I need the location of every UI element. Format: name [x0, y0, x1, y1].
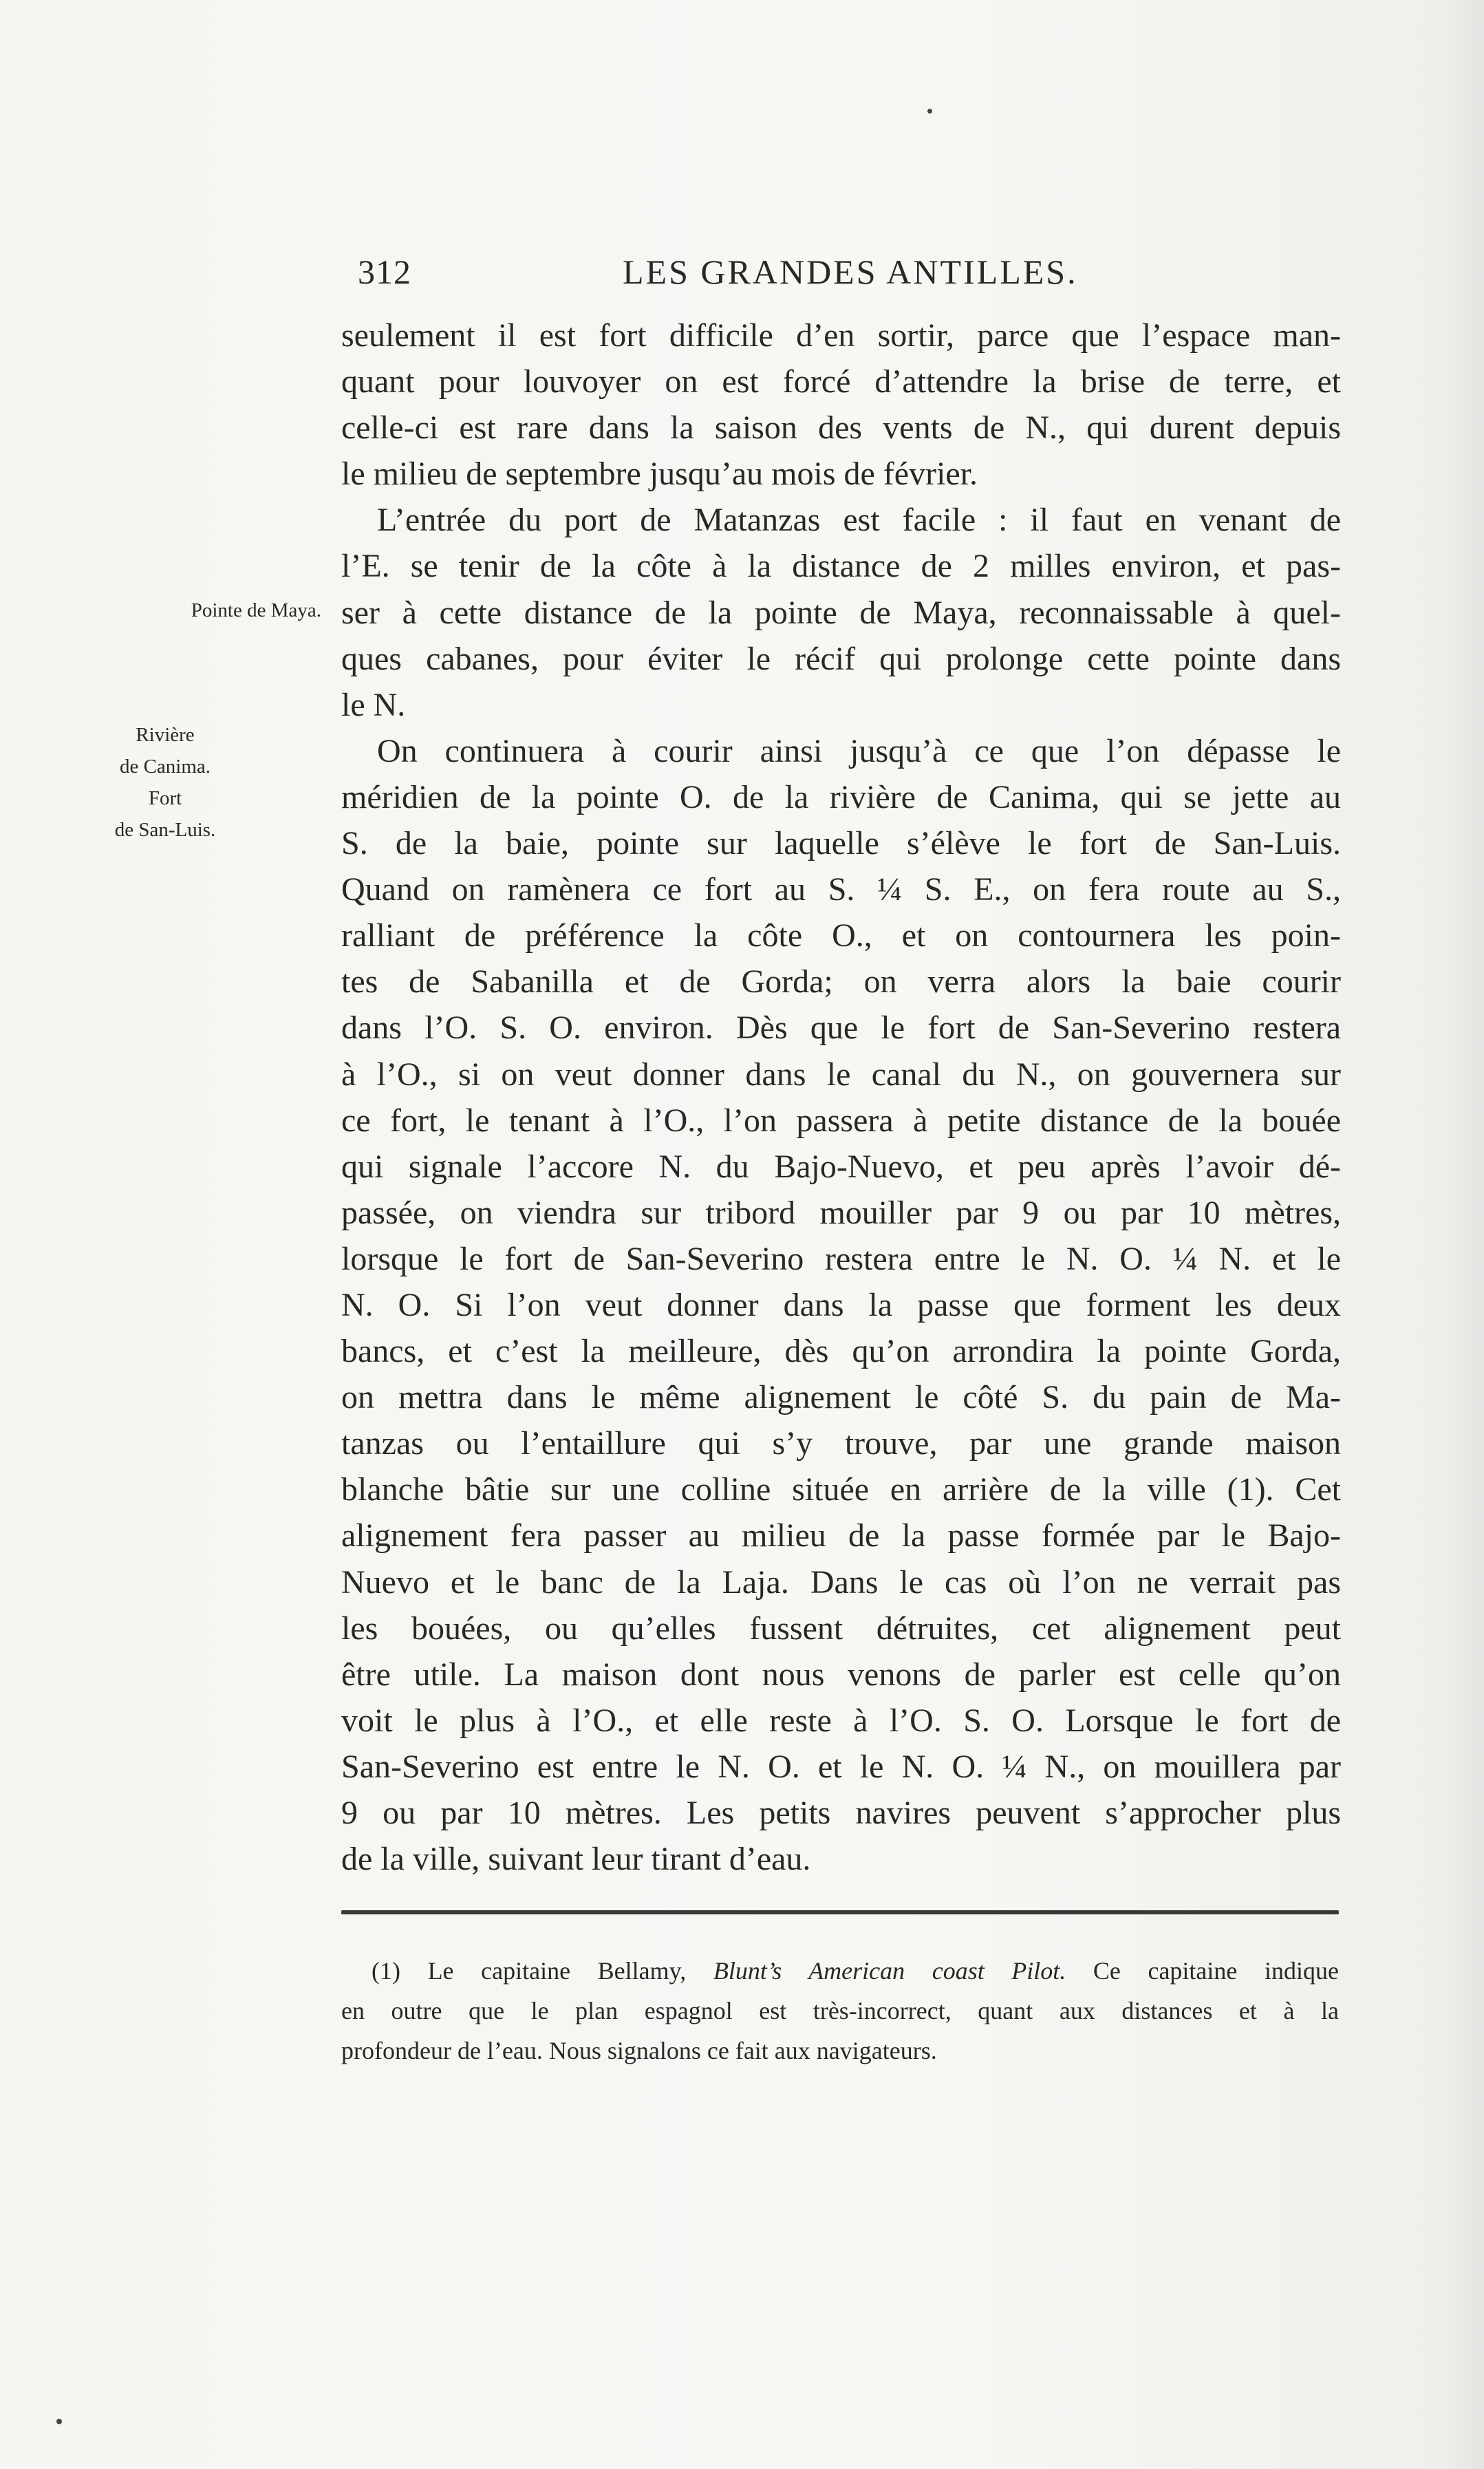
footnote-text: Ce capitaine indique	[1066, 1957, 1339, 1985]
footnote-line: profondeur de l’eau. Nous signalons ce fait aux navigateurs.	[341, 2037, 937, 2064]
margin-note-line: de Canima.	[119, 756, 211, 778]
body-line: Nuevo et le banc de la Laja. Dans le cas où l’on ne verrait pas	[341, 1563, 1341, 1601]
margin-note-line: de San-Luis.	[114, 819, 216, 841]
body-line: San-Severino est entre le N. O. et le N. O. ¼ N., on mouillera par	[341, 1748, 1341, 1785]
body-line: on mettra dans le même alignement le côté S. du pain de Ma-	[341, 1379, 1341, 1416]
scan-speck	[56, 2419, 62, 2424]
body-line: à l’O., si on veut donner dans le canal du N., on gouvernera sur	[341, 1056, 1341, 1093]
body-line: de la ville, suivant leur tirant d’eau.	[341, 1841, 811, 1878]
margin-note-riviere-canima	[96, 719, 234, 846]
body-line: ralliant de préférence la côte O., et on contournera les poin-	[341, 917, 1341, 954]
footnote-line: en outre que le plan espagnol est très-incorrect, quant aux distances et à la	[341, 1997, 1339, 2024]
body-line: L’entrée du port de Matanzas est facile : il faut en venant de	[377, 502, 1341, 539]
body-line: ques cabanes, pour éviter le récif qui prolonge cette pointe dans	[341, 640, 1341, 677]
body-line: On continuera à courir ainsi jusqu’à ce que l’on dépasse le	[377, 732, 1341, 769]
body-line: lorsque le fort de San-Severino restera entre le N. O. ¼ N. et le	[341, 1240, 1341, 1277]
body-line: S. de la baie, pointe sur laquelle s’élève le fort de San-Luis.	[341, 825, 1341, 862]
footnote-text: (1) Le capitaine Bellamy,	[372, 1957, 713, 1985]
body-line: Quand on ramènera ce fort au S. ¼ S. E., on fera route au S.,	[341, 871, 1341, 908]
footnote-rule	[341, 1910, 1339, 1914]
body-line: N. O. Si l’on veut donner dans la passe que forment les deux	[341, 1286, 1341, 1323]
body-line: tanzas ou l’entaillure qui s’y trouve, par une grande maison	[341, 1425, 1341, 1462]
body-text	[341, 312, 1341, 1882]
running-title: LES GRANDES ANTILLES.	[623, 253, 1078, 291]
body-line: blanche bâtie sur une colline située en arrière de la ville (1). Cet	[341, 1471, 1341, 1508]
body-line: dans l’O. S. O. environ. Dès que le fort de San-Severino restera	[341, 1009, 1341, 1047]
page-number: 312	[358, 253, 411, 291]
body-line: le milieu de septembre jusqu’au mois de février.	[341, 456, 978, 493]
scan-speck	[927, 109, 932, 114]
body-line: bancs, et c’est la meilleure, dès qu’on arrondira la pointe Gorda,	[341, 1333, 1341, 1370]
body-line: qui signale l’accore N. du Bajo-Nuevo, et peu après l’avoir dé-	[341, 1148, 1341, 1185]
body-line: l’E. se tenir de la côte à la distance de 2 milles environ, et pas-	[341, 548, 1341, 585]
body-line: les bouées, ou qu’elles fussent détruites, cet alignement peut	[341, 1610, 1341, 1647]
body-line: 9 ou par 10 mètres. Les petits navires peuvent s’approcher plus	[341, 1795, 1341, 1831]
margin-note-line: Rivière	[136, 724, 195, 746]
body-line: celle-ci est rare dans la saison des vents de N., qui durent depuis	[341, 409, 1341, 447]
footnote-line	[341, 1951, 1339, 1991]
footnote-book-title: Blunt’s American coast Pilot.	[713, 1957, 1066, 1985]
body-line: ser à cette distance de la pointe de Maya, reconnaissable à quel-	[341, 594, 1341, 631]
body-line: ce fort, le tenant à l’O., l’on passera à petite distance de la bouée	[341, 1102, 1341, 1139]
body-line: quant pour louvoyer on est forcé d’attendre la brise de terre, et	[341, 363, 1341, 400]
body-line: être utile. La maison dont nous venons de parler est celle qu’on	[341, 1656, 1341, 1693]
body-line: tes de Sabanilla et de Gorda; on verra alors la baie courir	[341, 963, 1341, 1001]
body-line: méridien de la pointe O. de la rivière de Canima, qui se jette au	[341, 778, 1341, 815]
body-line: passée, on viendra sur tribord mouiller par 9 ou par 10 mètres,	[341, 1194, 1341, 1231]
body-line: alignement fera passer au milieu de la passe formée par le Bajo-	[341, 1517, 1341, 1554]
footnote	[341, 1951, 1339, 2071]
body-line: le N.	[341, 686, 406, 723]
body-line: voit le plus à l’O., et elle reste à l’O. S. O. Lorsque le fort de	[341, 1702, 1341, 1739]
margin-note-line: Fort	[148, 787, 182, 809]
margin-note-pointe-de-maya: Pointe de Maya.	[191, 599, 321, 621]
body-line: seulement il est fort difficile d’en sortir, parce que l’espace man-	[341, 317, 1341, 354]
